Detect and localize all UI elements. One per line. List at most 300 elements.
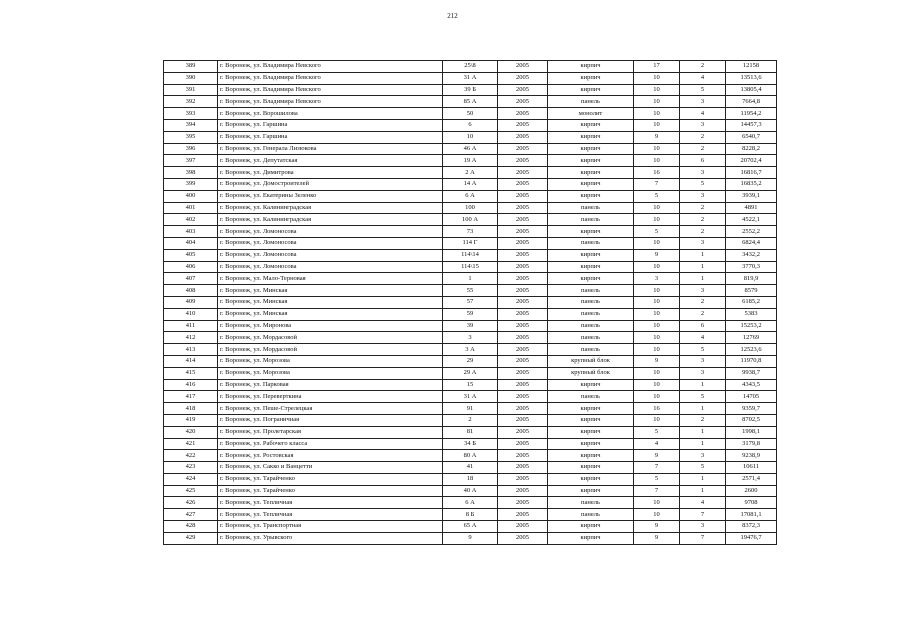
area-cell: 6540,7 [726, 131, 777, 143]
year-cell: 2005 [498, 379, 548, 391]
area-cell: 819,9 [726, 273, 777, 285]
row-number-cell: 397 [164, 155, 218, 167]
table-row [164, 178, 777, 190]
year-cell: 2005 [498, 237, 548, 249]
category-cell: 2 [680, 143, 726, 155]
category-cell: 3 [680, 521, 726, 533]
wall-material-cell: крупный блок [548, 355, 634, 367]
house-number-cell: 114 Г [443, 237, 498, 249]
table-row [164, 214, 777, 226]
address-cell: г. Воронеж, ул. Переверткина [218, 391, 443, 403]
category-cell: 5 [680, 344, 726, 356]
address-cell: г. Воронеж, ул. Гаршина [218, 131, 443, 143]
year-cell: 2005 [498, 355, 548, 367]
house-number-cell: 10 [443, 131, 498, 143]
address-cell: г. Воронеж, ул. Владимира Невского [218, 84, 443, 96]
address-cell: г. Воронеж, ул. Калининградская [218, 214, 443, 226]
row-number-cell: 395 [164, 131, 218, 143]
floors-cell: 10 [634, 332, 680, 344]
floors-cell: 10 [634, 497, 680, 509]
table-row [164, 473, 777, 485]
area-cell: 20702,4 [726, 155, 777, 167]
wall-material-cell: панель [548, 237, 634, 249]
address-cell: г. Воронеж, ул. Димитрова [218, 167, 443, 179]
floors-cell: 7 [634, 462, 680, 474]
row-number-cell: 413 [164, 344, 218, 356]
row-number-cell: 428 [164, 521, 218, 533]
area-cell: 3179,8 [726, 438, 777, 450]
area-cell: 9708 [726, 497, 777, 509]
year-cell: 2005 [498, 414, 548, 426]
floors-cell: 9 [634, 131, 680, 143]
floors-cell: 10 [634, 237, 680, 249]
wall-material-cell: кирпич [548, 61, 634, 73]
wall-material-cell: панель [548, 214, 634, 226]
address-cell: г. Воронеж, ул. Миронова [218, 320, 443, 332]
floors-cell: 16 [634, 403, 680, 415]
table-row [164, 426, 777, 438]
address-cell: г. Воронеж, ул. Парковая [218, 379, 443, 391]
house-number-cell: 80 А [443, 450, 498, 462]
row-number-cell: 411 [164, 320, 218, 332]
area-cell: 5383 [726, 308, 777, 320]
address-cell: г. Воронеж, ул. Ломоносова [218, 237, 443, 249]
table-row [164, 237, 777, 249]
row-number-cell: 415 [164, 367, 218, 379]
house-number-cell: 85 А [443, 96, 498, 108]
address-cell: г. Воронеж, ул. Депутатская [218, 155, 443, 167]
wall-material-cell: панель [548, 391, 634, 403]
address-cell: г. Воронеж, ул. Тепличная [218, 509, 443, 521]
area-cell: 4522,1 [726, 214, 777, 226]
table-row [164, 202, 777, 214]
house-number-cell: 2 [443, 414, 498, 426]
wall-material-cell: кирпич [548, 414, 634, 426]
address-cell: г. Воронеж, ул. Рабочего класса [218, 438, 443, 450]
wall-material-cell: панель [548, 332, 634, 344]
house-number-cell: 3 А [443, 344, 498, 356]
category-cell: 1 [680, 403, 726, 415]
address-cell: г. Воронеж, ул. Пеше-Стрелецкая [218, 403, 443, 415]
house-number-cell: 46 А [443, 143, 498, 155]
year-cell: 2005 [498, 72, 548, 84]
year-cell: 2005 [498, 462, 548, 474]
wall-material-cell: монолит [548, 108, 634, 120]
category-cell: 3 [680, 355, 726, 367]
year-cell: 2005 [498, 521, 548, 533]
row-number-cell: 427 [164, 509, 218, 521]
wall-material-cell: кирпич [548, 84, 634, 96]
year-cell: 2005 [498, 108, 548, 120]
row-number-cell: 424 [164, 473, 218, 485]
table-row [164, 296, 777, 308]
table-row [164, 414, 777, 426]
area-cell: 6824,4 [726, 237, 777, 249]
address-cell: г. Воронеж, ул. Ростовская [218, 450, 443, 462]
address-cell: г. Воронеж, ул. Минская [218, 285, 443, 297]
year-cell: 2005 [498, 131, 548, 143]
table-row [164, 285, 777, 297]
wall-material-cell: кирпич [548, 131, 634, 143]
year-cell: 2005 [498, 332, 548, 344]
row-number-cell: 399 [164, 178, 218, 190]
category-cell: 3 [680, 190, 726, 202]
row-number-cell: 392 [164, 96, 218, 108]
table-row [164, 403, 777, 415]
floors-cell: 4 [634, 438, 680, 450]
house-number-cell: 25\8 [443, 61, 498, 73]
wall-material-cell: кирпич [548, 485, 634, 497]
category-cell: 7 [680, 532, 726, 544]
wall-material-cell: кирпич [548, 143, 634, 155]
house-number-cell: 2 А [443, 167, 498, 179]
address-cell: г. Воронеж, ул. Мало-Терновая [218, 273, 443, 285]
table-row [164, 344, 777, 356]
category-cell: 2 [680, 296, 726, 308]
table-row [164, 438, 777, 450]
year-cell: 2005 [498, 532, 548, 544]
row-number-cell: 403 [164, 226, 218, 238]
category-cell: 4 [680, 72, 726, 84]
wall-material-cell: кирпич [548, 190, 634, 202]
address-cell: г. Воронеж, ул. Владимира Невского [218, 72, 443, 84]
category-cell: 2 [680, 308, 726, 320]
category-cell: 3 [680, 237, 726, 249]
category-cell: 1 [680, 473, 726, 485]
row-number-cell: 416 [164, 379, 218, 391]
house-number-cell: 31 А [443, 391, 498, 403]
category-cell: 2 [680, 414, 726, 426]
area-cell: 8372,3 [726, 521, 777, 533]
floors-cell: 10 [634, 379, 680, 391]
area-cell: 8228,2 [726, 143, 777, 155]
year-cell: 2005 [498, 308, 548, 320]
category-cell: 2 [680, 214, 726, 226]
category-cell: 1 [680, 438, 726, 450]
table-row [164, 226, 777, 238]
area-cell: 11954,2 [726, 108, 777, 120]
category-cell: 5 [680, 178, 726, 190]
address-cell: г. Воронеж, ул. Калининградская [218, 202, 443, 214]
housing-table [163, 60, 777, 545]
floors-cell: 10 [634, 261, 680, 273]
floors-cell: 5 [634, 473, 680, 485]
year-cell: 2005 [498, 167, 548, 179]
table-row [164, 367, 777, 379]
year-cell: 2005 [498, 450, 548, 462]
row-number-cell: 404 [164, 237, 218, 249]
address-cell: г. Воронеж, ул. Владимира Невского [218, 61, 443, 73]
address-cell: г. Воронеж, ул. Ломоносова [218, 261, 443, 273]
area-cell: 14705 [726, 391, 777, 403]
category-cell: 5 [680, 84, 726, 96]
row-number-cell: 398 [164, 167, 218, 179]
address-cell: г. Воронеж, ул. Транспортная [218, 521, 443, 533]
floors-cell: 10 [634, 509, 680, 521]
house-number-cell: 34 Б [443, 438, 498, 450]
area-cell: 3770,3 [726, 261, 777, 273]
table-row [164, 332, 777, 344]
category-cell: 3 [680, 96, 726, 108]
category-cell: 4 [680, 108, 726, 120]
address-cell: г. Воронеж, ул. Ломоносова [218, 226, 443, 238]
wall-material-cell: кирпич [548, 178, 634, 190]
floors-cell: 5 [634, 190, 680, 202]
category-cell: 6 [680, 320, 726, 332]
address-cell: г. Воронеж, ул. Домостроителей [218, 178, 443, 190]
table-row [164, 84, 777, 96]
row-number-cell: 426 [164, 497, 218, 509]
row-number-cell: 402 [164, 214, 218, 226]
house-number-cell: 18 [443, 473, 498, 485]
wall-material-cell: кирпич [548, 226, 634, 238]
wall-material-cell: кирпич [548, 72, 634, 84]
category-cell: 6 [680, 155, 726, 167]
year-cell: 2005 [498, 84, 548, 96]
area-cell: 4343,5 [726, 379, 777, 391]
table-row [164, 61, 777, 73]
wall-material-cell: кирпич [548, 532, 634, 544]
address-cell: г. Воронеж, ул. Ворошилова [218, 108, 443, 120]
area-cell: 12158 [726, 61, 777, 73]
table-row [164, 155, 777, 167]
house-number-cell: 14 А [443, 178, 498, 190]
row-number-cell: 407 [164, 273, 218, 285]
area-cell: 11970,8 [726, 355, 777, 367]
year-cell: 2005 [498, 61, 548, 73]
row-number-cell: 422 [164, 450, 218, 462]
year-cell: 2005 [498, 403, 548, 415]
category-cell: 1 [680, 261, 726, 273]
floors-cell: 10 [634, 155, 680, 167]
area-cell: 16835,2 [726, 178, 777, 190]
table-row [164, 355, 777, 367]
category-cell: 1 [680, 273, 726, 285]
wall-material-cell: кирпич [548, 473, 634, 485]
category-cell: 3 [680, 167, 726, 179]
year-cell: 2005 [498, 285, 548, 297]
house-number-cell: 55 [443, 285, 498, 297]
house-number-cell: 3 [443, 332, 498, 344]
row-number-cell: 425 [164, 485, 218, 497]
wall-material-cell: панель [548, 285, 634, 297]
floors-cell: 10 [634, 143, 680, 155]
house-number-cell: 57 [443, 296, 498, 308]
address-cell: г. Воронеж, ул. Ломоносова [218, 249, 443, 261]
row-number-cell: 408 [164, 285, 218, 297]
row-number-cell: 414 [164, 355, 218, 367]
area-cell: 7664,8 [726, 96, 777, 108]
table-row [164, 509, 777, 521]
year-cell: 2005 [498, 344, 548, 356]
year-cell: 2005 [498, 473, 548, 485]
category-cell: 1 [680, 426, 726, 438]
area-cell: 2571,4 [726, 473, 777, 485]
area-cell: 12769 [726, 332, 777, 344]
address-cell: г. Воронеж, ул. Минская [218, 296, 443, 308]
floors-cell: 9 [634, 521, 680, 533]
year-cell: 2005 [498, 509, 548, 521]
floors-cell: 9 [634, 355, 680, 367]
floors-cell: 10 [634, 84, 680, 96]
wall-material-cell: панель [548, 308, 634, 320]
row-number-cell: 391 [164, 84, 218, 96]
area-cell: 3432,2 [726, 249, 777, 261]
floors-cell: 10 [634, 391, 680, 403]
category-cell: 2 [680, 131, 726, 143]
row-number-cell: 396 [164, 143, 218, 155]
row-number-cell: 418 [164, 403, 218, 415]
house-number-cell: 1 [443, 273, 498, 285]
row-number-cell: 409 [164, 296, 218, 308]
house-number-cell: 100 [443, 202, 498, 214]
house-number-cell: 15 [443, 379, 498, 391]
wall-material-cell: кирпич [548, 426, 634, 438]
page-number: 212 [447, 12, 458, 20]
table-row [164, 108, 777, 120]
floors-cell: 10 [634, 308, 680, 320]
table-row [164, 485, 777, 497]
house-number-cell: 50 [443, 108, 498, 120]
category-cell: 1 [680, 249, 726, 261]
floors-cell: 17 [634, 61, 680, 73]
table-row [164, 497, 777, 509]
year-cell: 2005 [498, 226, 548, 238]
house-number-cell: 39 Б [443, 84, 498, 96]
house-number-cell: 6 [443, 119, 498, 131]
floors-cell: 3 [634, 273, 680, 285]
area-cell: 2600 [726, 485, 777, 497]
row-number-cell: 389 [164, 61, 218, 73]
floors-cell: 5 [634, 426, 680, 438]
row-number-cell: 405 [164, 249, 218, 261]
area-cell: 2552,2 [726, 226, 777, 238]
table-row [164, 462, 777, 474]
address-cell: г. Воронеж, ул. Генерала Лизюкова [218, 143, 443, 155]
year-cell: 2005 [498, 261, 548, 273]
area-cell: 8702,5 [726, 414, 777, 426]
address-cell: г. Воронеж, ул. Мордасовой [218, 332, 443, 344]
table-row [164, 131, 777, 143]
table-row [164, 320, 777, 332]
floors-cell: 10 [634, 119, 680, 131]
year-cell: 2005 [498, 497, 548, 509]
area-cell: 14457,3 [726, 119, 777, 131]
row-number-cell: 423 [164, 462, 218, 474]
floors-cell: 7 [634, 485, 680, 497]
table-row [164, 72, 777, 84]
house-number-cell: 41 [443, 462, 498, 474]
address-cell: г. Воронеж, ул. Морозова [218, 355, 443, 367]
table-row [164, 391, 777, 403]
house-number-cell: 31 А [443, 72, 498, 84]
floors-cell: 10 [634, 108, 680, 120]
house-number-cell: 29 А [443, 367, 498, 379]
wall-material-cell: панель [548, 509, 634, 521]
area-cell: 1998,1 [726, 426, 777, 438]
house-number-cell: 9 [443, 532, 498, 544]
wall-material-cell: панель [548, 497, 634, 509]
address-cell: г. Воронеж, ул. Владимира Невского [218, 96, 443, 108]
category-cell: 2 [680, 202, 726, 214]
area-cell: 15253,2 [726, 320, 777, 332]
floors-cell: 10 [634, 202, 680, 214]
address-cell: г. Воронеж, ул. Пролетарская [218, 426, 443, 438]
row-number-cell: 406 [164, 261, 218, 273]
table-row [164, 308, 777, 320]
wall-material-cell: кирпич [548, 119, 634, 131]
table-row [164, 190, 777, 202]
address-cell: г. Воронеж, ул. Морозова [218, 367, 443, 379]
floors-cell: 10 [634, 344, 680, 356]
table-row [164, 450, 777, 462]
house-number-cell: 114\15 [443, 261, 498, 273]
wall-material-cell: панель [548, 96, 634, 108]
year-cell: 2005 [498, 485, 548, 497]
wall-material-cell: кирпич [548, 167, 634, 179]
category-cell: 4 [680, 332, 726, 344]
category-cell: 5 [680, 462, 726, 474]
year-cell: 2005 [498, 96, 548, 108]
year-cell: 2005 [498, 367, 548, 379]
wall-material-cell: панель [548, 296, 634, 308]
wall-material-cell: панель [548, 202, 634, 214]
table-row [164, 119, 777, 131]
floors-cell: 10 [634, 367, 680, 379]
address-cell: г. Воронеж, ул. Мордасовой [218, 344, 443, 356]
wall-material-cell: панель [548, 344, 634, 356]
table-row [164, 96, 777, 108]
year-cell: 2005 [498, 178, 548, 190]
area-cell: 8579 [726, 285, 777, 297]
floors-cell: 9 [634, 450, 680, 462]
table-row [164, 167, 777, 179]
row-number-cell: 390 [164, 72, 218, 84]
category-cell: 4 [680, 497, 726, 509]
wall-material-cell: кирпич [548, 403, 634, 415]
row-number-cell: 420 [164, 426, 218, 438]
floors-cell: 5 [634, 226, 680, 238]
year-cell: 2005 [498, 438, 548, 450]
table-row [164, 261, 777, 273]
wall-material-cell: крупный блок [548, 367, 634, 379]
area-cell: 9938,7 [726, 367, 777, 379]
floors-cell: 10 [634, 296, 680, 308]
house-number-cell: 6 А [443, 190, 498, 202]
house-number-cell: 8 Б [443, 509, 498, 521]
area-cell: 10611 [726, 462, 777, 474]
wall-material-cell: кирпич [548, 261, 634, 273]
house-number-cell: 81 [443, 426, 498, 438]
area-cell: 13513,6 [726, 72, 777, 84]
wall-material-cell: кирпич [548, 521, 634, 533]
address-cell: г. Воронеж, ул. Тарайченко [218, 473, 443, 485]
area-cell: 12523,6 [726, 344, 777, 356]
house-number-cell: 91 [443, 403, 498, 415]
row-number-cell: 400 [164, 190, 218, 202]
house-number-cell: 29 [443, 355, 498, 367]
year-cell: 2005 [498, 426, 548, 438]
category-cell: 1 [680, 485, 726, 497]
floors-cell: 10 [634, 320, 680, 332]
address-cell: г. Воронеж, ул. Тепличная [218, 497, 443, 509]
house-number-cell: 40 А [443, 485, 498, 497]
year-cell: 2005 [498, 320, 548, 332]
year-cell: 2005 [498, 273, 548, 285]
address-cell: г. Воронеж, ул. Урывского [218, 532, 443, 544]
area-cell: 9238,9 [726, 450, 777, 462]
floors-cell: 7 [634, 178, 680, 190]
